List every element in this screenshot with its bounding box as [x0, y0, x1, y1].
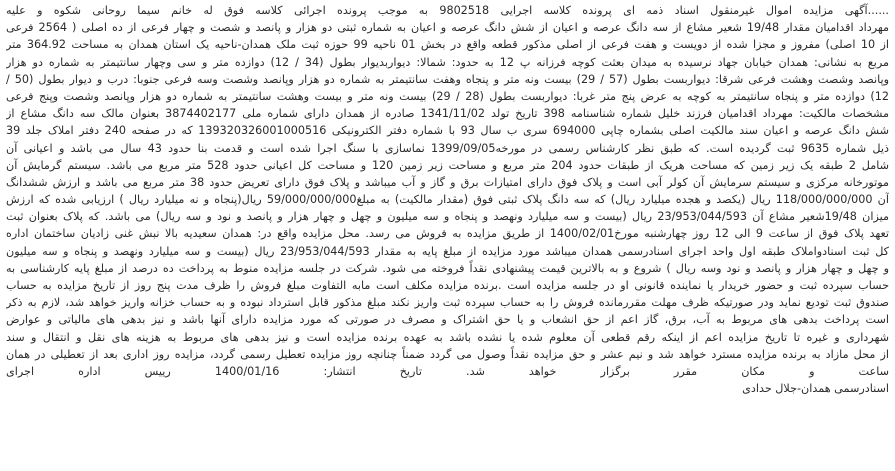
notice-line: کل ثبت اسنادواملاک طبقه اول واحد اجرای اسنادرسمی همدان میباشد مورد مزایده از مبلغ پایه به مقدار 23/953/044/593 ریال (بیست و سه میلیارد ونهصد و پنجاه و سه میلیون	[6, 244, 889, 258]
notice-line: مهرداد اقدامیان مقدار 19/48 شعیر مشاع از سه دانگ عرصه و اعیان از شش دانگ عرصه و اعیان به شماره ثبتی دو هزار و پانصد و شصت و چهار فرعی از ده اصلی ( 2564 فرعی	[6, 21, 889, 35]
notice-line: شامل 2 طبقه یک زیر زمین که مساحت هریک از طبقات حدود 204 متر مربع و مساحت زیر زمین 120 و مساحت کل اعیانی حدود 528 متر مربع می باشد. سیستم گرمایش آن	[6, 158, 889, 172]
notice-line: صندوق ثبت تودیع نماید ودر صورتیکه ظرف مهلت مقررمانده فروش را به حساب سپرده ثبت واریز نکند مبلغ مذکور قابل استرداد نبوده و به حساب خزانه واریز خواهد شد، لازم به ذکر	[6, 296, 889, 310]
notice-line: ساعت و مکان مقرر برگزار خواهد شد. تاریخ انتشار: 1400/01/16 رییس اداره اجرای	[6, 364, 889, 378]
notice-line: تعهد پلاک فوق از ساعت 9 الی 12 روز چهارشنبه مورخ1400/02/01 از طریق مزایده به فروش می رسد. محل مزایده واقع در: همدان سعیدیه بالا نبش غنی زادیان ساختمان اداره	[6, 227, 889, 241]
notice-line: شهرداری و غیره تا تاریخ مزایده اعم از اینکه رقم قطعی آن معلوم شده یا نشده باشد به عهده برنده مزایده است و نیز بدهی های مربوط به هزینه های نقل و انتقال و سند	[6, 330, 889, 344]
auction-notice	[6, 2, 889, 469]
notice-line: مربع به نشانی: همدان خیابان جهاد نرسیده به میدان بعثت کوچه فرزانه پ 12 به حدود: شمالا: دیواربدیوار بطول (34 / 12) دوازده متر و سی وچهار سانتیمتر به شماره دو هزار	[6, 55, 889, 69]
notice-line: شش دانگ عرصه و اعیان سند مالکیت اصلی بشماره چاپی 694000 سری ب سال 93 با شماره دفتر الکترونیکی 139320326001000516 که در صفحه 240 دفتر املاک جلد 39	[6, 124, 889, 138]
notice-line: ......آگهی مزایده اموال غیرمنقول اسناد ذمه ای پرونده کلاسه اجرایی 9802518 به موجب پرونده اجرائی کلاسه فوق له خانم سیما روحانی شکوه و علیه	[6, 4, 889, 17]
notice-line: میزان 19/48شعیر مشاع آن 23/953/044/593 ریال (بیست و سه میلیارد ونهصد و پنجاه و سه میلیون و چهل و چهار هزار و پانصد و نود و سه ریال) می باشد. که پلاک بعنوان ثبت	[6, 210, 889, 224]
notice-line: حساب سپرده ثبت و حضور خریدار یا نماینده قانونی او در جلسه مزایده است .برنده مزایده مکلف است مابه التفاوت مبلغ فروش را ظرف مدت پنج روز از تاریخ مزایده به حساب	[6, 279, 889, 292]
notice-line: آن 118/000/000/000 ریال (یکصد و هجده میلیارد ریال) که سه دانگ پلاک ثبتی فوق (مقدار مالکیت) به مبلغ59/000/000/000 ریال(پنجاه و نه میلیارد ریال ) ارزیابی شده که ارزش	[6, 193, 889, 207]
notice-line: 12) دوازده متر و پنجاه سانتیمتر به کوچه به عرض پنج متر غربا: دیواربست بطول (28 / 29) بیست ونه متر و بیست وهشت سانتیمتر به شماره دو هزار وپانصد وشصت وپنج فرعی	[6, 89, 889, 103]
notice-line: از 10 اصلی) مفروز و مجزا شده از دویست و هفت فرعی از اصلی مذکور قطعه واقع در بخش 01 ناحیه 99 حوزه ثبت ملک همدان-ناحیه یک استان همدان به مساحت 364.92 متر	[6, 38, 889, 52]
notice-line: مشخصات مالکیت: مهرداد اقدامیان فرزند خلیل شماره شناسنامه 398 تاریخ تولد 1341/11/02 صادره از همدان دارای شماره ملی 3874402177 بعنوان مالک سه دانگ مشاع از	[6, 107, 889, 121]
notice-line: ذیل شماره 9635 ثبت گردیده است. که طبق نظر کارشناس رسمی در مورخه1399/09/05 نماسازی با سنگ اجرا شده است و قدمت بنا حدود 43 سال می باشد و اعیانی آن	[6, 141, 889, 155]
notice-line: است پرداخت بدهی های مربوط به آب، برق، گاز اعم از حق انشعاب و یا حق اشتراک و مصرف در صورتی که مورد مزایده دارای آنها باشد و نیز بدهی های مالیاتی و عوارض	[6, 313, 889, 327]
notice-line: و چهل و چهار هزار و پانصد و نود وسه ریال ) شروع و به بالاترین قیمت پیشنهادی نقداً فروخته می شود. شرکت در جلسه مزایده منوط به پرداخت ده درصد از مبلغ پایه کارشناسی به	[6, 261, 889, 275]
notice-signature-line: اسنادرسمی همدان-جلال حدادی	[742, 382, 889, 396]
notice-line: از محل مازاد به برنده مزایده مسترد خواهد شد و نیم عشر و حق مزایده نقداً وصول می گردد ضمناً چنانچه روز مزایده تعطیل رسمی گردد، مزایده روز اداری بعد از تعطیلی در همان	[6, 347, 889, 361]
notice-line: وپانصد وشصت وهشت فرعی شرقا: دیواربست بطول (57 / 29) بیست ونه متر و پنجاه وهفت سانتیمتر به شماره دو هزار وپانصد وشصت وسه فرعی جنوبا: درب و دیوار بطول (50 /	[6, 72, 889, 86]
notice-line: موتورخانه مرکزی و سیستم سرمایش آن کولر آبی است و پلاک فوق دارای امتیازات برق و گاز و آب میباشد و پلاک فوق دارای تعریض حدود 38 متر مربع می باشد و ارزش ششدانگ	[6, 175, 889, 189]
